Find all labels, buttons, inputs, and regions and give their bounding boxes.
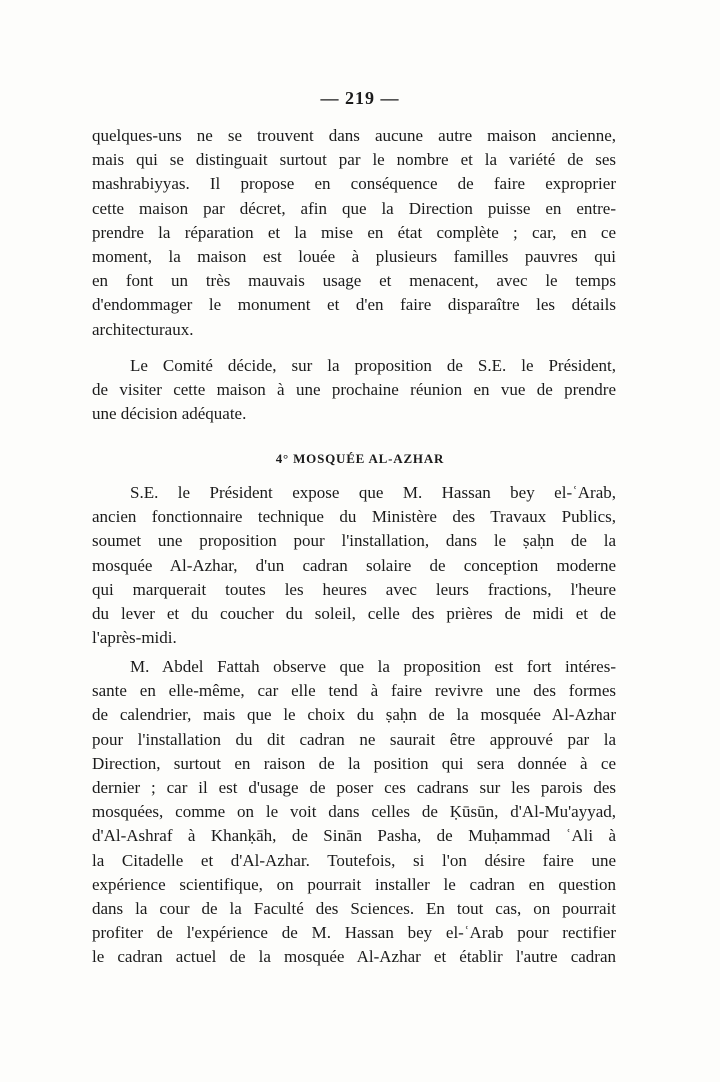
text-line: le cadran actuel de la mosquée Al-Azhar et établir l'autre cadran [92, 947, 616, 967]
paragraph-3 [92, 481, 616, 650]
paragraph-1 [92, 124, 616, 342]
text-line: d'endommager le monument et d'en faire disparaître les détails [92, 295, 616, 315]
paragraph-2 [92, 354, 616, 427]
text-line: mosquées, comme on le voit dans celles de Ḳūsūn, d'Al-Mu'ayyad, [92, 802, 616, 822]
text-line: en font un très mauvais usage et menacent, avec le temps [92, 271, 616, 291]
text-line: ancien fonctionnaire technique du Ministère des Travaux Publics, [92, 507, 616, 527]
text-line: Direction, surtout en raison de la position qui sera donnée à ce [92, 753, 616, 773]
text-line: S.E. le Président expose que M. Hassan bey el-ʿArab, [130, 483, 616, 502]
text-line: profiter de l'expérience de M. Hassan bey el-ʿArab pour rectifier [92, 923, 616, 943]
text-line: dernier ; car il est d'usage de poser ces cadrans sur les parois des [92, 777, 616, 797]
text-line: soumet une proposition pour l'installation, dans le ṣaḥn de la [92, 531, 616, 551]
text-line: quelques-uns ne se trouvent dans aucune autre maison ancienne, [92, 126, 616, 145]
section-heading: 4° MOSQUÉE AL-AZHAR [275, 451, 445, 466]
text-line: cette maison par décret, afin que la Direction puisse en entre- [92, 198, 616, 218]
text-line: mosquée Al-Azhar, d'un cadran solaire de conception moderne [92, 555, 616, 575]
text-line: la Citadelle et d'Al-Azhar. Toutefois, si l'on désire faire une [92, 850, 616, 870]
text-line: qui marquerait toutes les heures avec leurs fractions, l'heure [92, 579, 616, 599]
text-line: expérience scientifique, on pourrait installer le cadran en question [92, 874, 616, 894]
page-number: — 219 — [320, 88, 400, 108]
text-line: de visiter cette maison à une prochaine réunion en vue de prendre [92, 380, 616, 400]
text-line: une décision adéquate. [92, 404, 247, 424]
text-line: sante en elle-même, car elle tend à faire revivre une des formes [92, 681, 616, 701]
text-line: du lever et du coucher du soleil, celle des prières de midi et de [92, 603, 616, 623]
text-line: mais qui se distinguait surtout par le nombre et la variété de ses [92, 150, 616, 170]
text-line: l'après-midi. [92, 628, 177, 648]
text-line: Le Comité décide, sur la proposition de S.E. le Président, [130, 356, 616, 375]
text-line: dans la cour de la Faculté des Sciences. En tout cas, on pourrait [92, 898, 616, 918]
text-line: mashrabiyyas. Il propose en conséquence de faire exproprier [92, 174, 616, 194]
text-line: d'Al-Ashraf à Khanḳāh, de Sinān Pasha, de Muḥammad ʿAli à [92, 826, 616, 846]
text-line: prendre la réparation et la mise en état complète ; car, en ce [92, 222, 616, 242]
text-line: de calendrier, mais que le choix du ṣaḥn de la mosquée Al-Azhar [92, 705, 616, 725]
text-line: architecturaux. [92, 319, 194, 339]
text-line: moment, la maison est louée à plusieurs familles pauvres qui [92, 246, 616, 266]
text-line: pour l'installation du dit cadran ne saurait être approuvé par la [92, 729, 616, 749]
paragraph-4 [92, 655, 616, 969]
text-line: M. Abdel Fattah observe que la proposition est fort intéres- [130, 657, 616, 676]
